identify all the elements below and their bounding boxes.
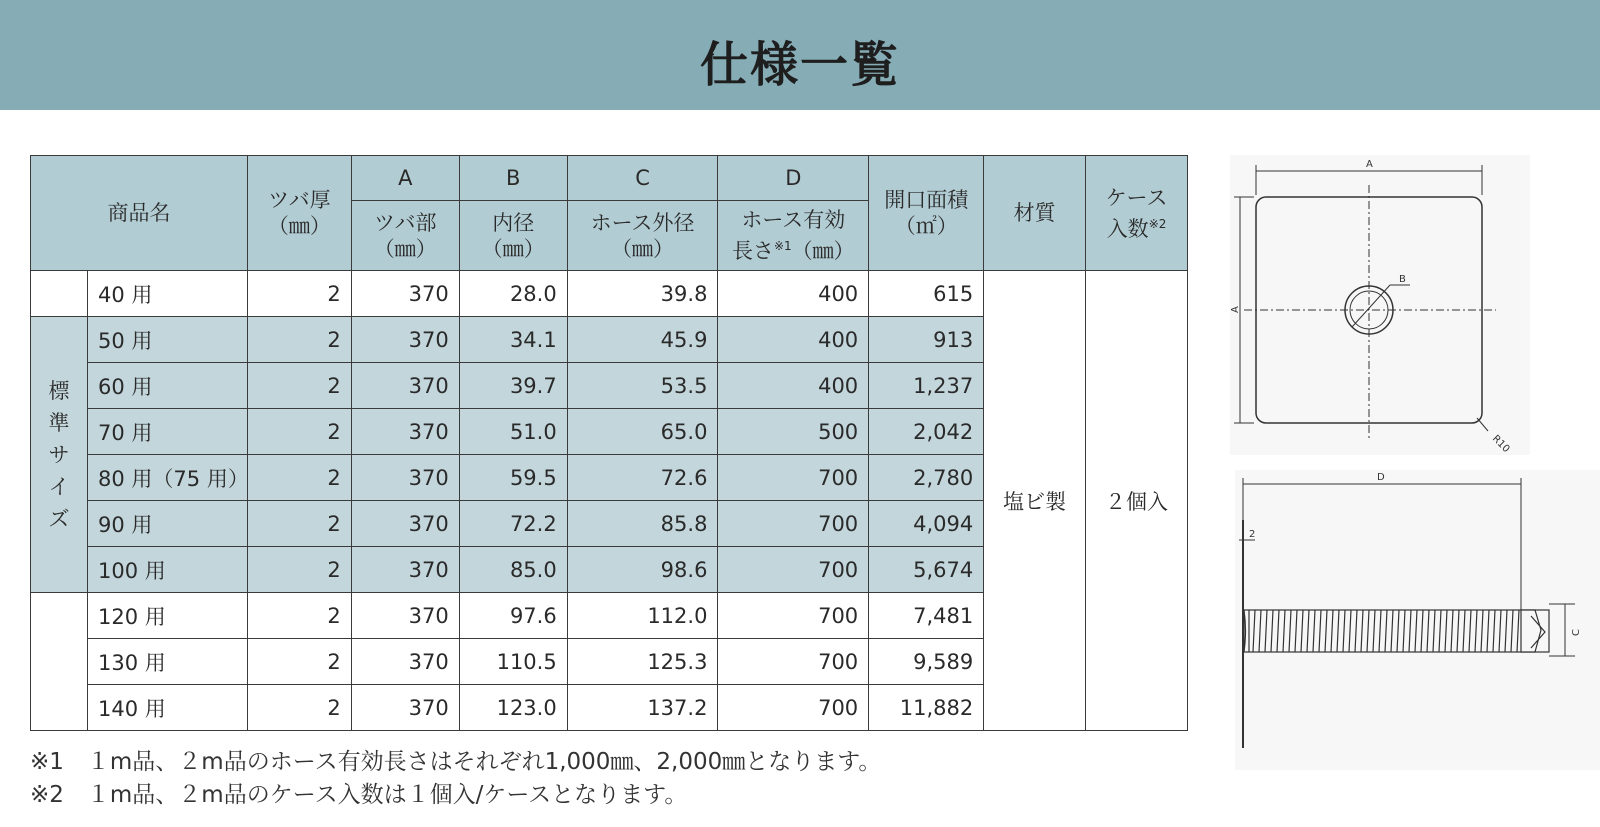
cell-b: 85.0: [459, 547, 567, 593]
cell-d: 700: [718, 455, 869, 501]
group-label-standard-size: [31, 317, 88, 593]
cell-c: 39.8: [567, 271, 718, 317]
group-label-char: サ: [48, 442, 70, 467]
cell-thickness: 2: [247, 455, 351, 501]
cell-product-name: 50 用: [88, 317, 248, 363]
dim-r10-label: R10: [1489, 433, 1512, 455]
cell-b: 97.6: [459, 593, 567, 639]
header-a: A: [351, 156, 459, 201]
dim-a-side-label: A: [1230, 306, 1241, 313]
cell-opening-area: 2,780: [869, 455, 984, 501]
table-row: [31, 271, 1188, 317]
cell-opening-area: 9,589: [869, 639, 984, 685]
spec-table-body: [31, 271, 1188, 731]
hose-body: [1244, 610, 1549, 652]
cell-d: 700: [718, 685, 869, 731]
cell-thickness: 2: [247, 363, 351, 409]
cell-thickness: 2: [247, 547, 351, 593]
header-d: D: [718, 156, 869, 201]
cell-d: 500: [718, 409, 869, 455]
cell-a: 370: [351, 409, 459, 455]
cell-c: 85.8: [567, 501, 718, 547]
header-c-sub: ホース外径 （㎜）: [567, 201, 718, 271]
cell-opening-area: 5,674: [869, 547, 984, 593]
top-view-drawing: [1230, 155, 1530, 455]
cell-thickness: 2: [247, 271, 351, 317]
cell-c: 45.9: [567, 317, 718, 363]
cell-thickness: 2: [247, 593, 351, 639]
group-empty-cell: [31, 593, 88, 731]
cell-b: 110.5: [459, 639, 567, 685]
cell-d: 700: [718, 547, 869, 593]
cell-material: 塩ビ製: [984, 271, 1086, 731]
header-flange-thickness: ツバ厚 （㎜）: [247, 156, 351, 271]
cell-opening-area: 1,237: [869, 363, 984, 409]
cell-thickness: 2: [247, 409, 351, 455]
cell-a: 370: [351, 593, 459, 639]
cell-thickness: 2: [247, 685, 351, 731]
cell-product-name: 90 用: [88, 501, 248, 547]
cell-product-name: 100 用: [88, 547, 248, 593]
page-title: 仕様一覧: [699, 37, 900, 93]
header-c: C: [567, 156, 718, 201]
header-d-sub: ホース有効 長さ$^{※1}$（㎜）: [718, 201, 869, 271]
group-label-char: 標: [48, 378, 70, 403]
cell-b: 39.7: [459, 363, 567, 409]
cell-b: 34.1: [459, 317, 567, 363]
cell-c: 98.6: [567, 547, 718, 593]
cell-opening-area: 4,094: [869, 501, 984, 547]
header-b-sub: 内径 （㎜）: [459, 201, 567, 271]
cell-d: 400: [718, 363, 869, 409]
header-b: B: [459, 156, 567, 201]
header-case-qty: ケース 入数$^{※2}$: [1086, 156, 1188, 271]
footnotes: [30, 746, 881, 812]
cell-a: 370: [351, 455, 459, 501]
title-banner: [0, 0, 1600, 110]
cell-case-qty: ２個入: [1086, 271, 1188, 731]
cell-thickness: 2: [247, 501, 351, 547]
cell-product-name: 40 用: [88, 271, 248, 317]
cell-product-name: 80 用（75 用）: [88, 455, 248, 501]
header-opening-area: 開口面積 （㎡）: [869, 156, 984, 271]
cell-b: 59.5: [459, 455, 567, 501]
cell-a: 370: [351, 639, 459, 685]
cell-opening-area: 913: [869, 317, 984, 363]
footnote-2: ※2 １m品、２m品のケース入数は１個入/ケースとなります。: [30, 782, 688, 808]
cell-a: 370: [351, 501, 459, 547]
dim-d-label: D: [1377, 472, 1385, 483]
cell-a: 370: [351, 547, 459, 593]
cell-d: 700: [718, 593, 869, 639]
cell-opening-area: 2,042: [869, 409, 984, 455]
side-view-drawing: [1235, 470, 1600, 770]
dim-b-label: B: [1399, 274, 1406, 285]
cell-thickness: 2: [247, 639, 351, 685]
cell-opening-area: 11,882: [869, 685, 984, 731]
cell-d: 700: [718, 639, 869, 685]
cell-b: 72.2: [459, 501, 567, 547]
group-label-char: イ: [48, 474, 70, 499]
cell-opening-area: 615: [869, 271, 984, 317]
cell-d: 700: [718, 501, 869, 547]
cell-c: 53.5: [567, 363, 718, 409]
cell-d: 400: [718, 271, 869, 317]
cell-a: 370: [351, 685, 459, 731]
cell-b: 28.0: [459, 271, 567, 317]
cell-b: 51.0: [459, 409, 567, 455]
group-empty-cell: [31, 271, 88, 317]
header-material: 材質: [984, 156, 1086, 271]
dim-a-top-label: A: [1366, 159, 1373, 170]
spec-table: [30, 155, 1188, 731]
group-label-char: 準: [48, 410, 70, 435]
dim-c-label: C: [1571, 629, 1582, 636]
cell-d: 400: [718, 317, 869, 363]
cell-product-name: 140 用: [88, 685, 248, 731]
cell-a: 370: [351, 317, 459, 363]
cell-c: 112.0: [567, 593, 718, 639]
header-a-sub: ツバ部 （㎜）: [351, 201, 459, 271]
footnote-1: ※1 １m品、２m品のホース有効長さはそれぞれ1,000㎜、2,000㎜となります。: [30, 749, 882, 775]
cell-product-name: 60 用: [88, 363, 248, 409]
header-product-name: 商品名: [31, 156, 248, 271]
cell-c: 137.2: [567, 685, 718, 731]
cell-product-name: 70 用: [88, 409, 248, 455]
cell-a: 370: [351, 271, 459, 317]
cell-product-name: 130 用: [88, 639, 248, 685]
cell-opening-area: 7,481: [869, 593, 984, 639]
cell-b: 123.0: [459, 685, 567, 731]
group-label-char: ズ: [48, 506, 70, 531]
cell-c: 65.0: [567, 409, 718, 455]
cell-product-name: 120 用: [88, 593, 248, 639]
cell-a: 370: [351, 363, 459, 409]
dim-2-label: 2: [1249, 529, 1256, 540]
cell-thickness: 2: [247, 317, 351, 363]
cell-c: 125.3: [567, 639, 718, 685]
cell-c: 72.6: [567, 455, 718, 501]
